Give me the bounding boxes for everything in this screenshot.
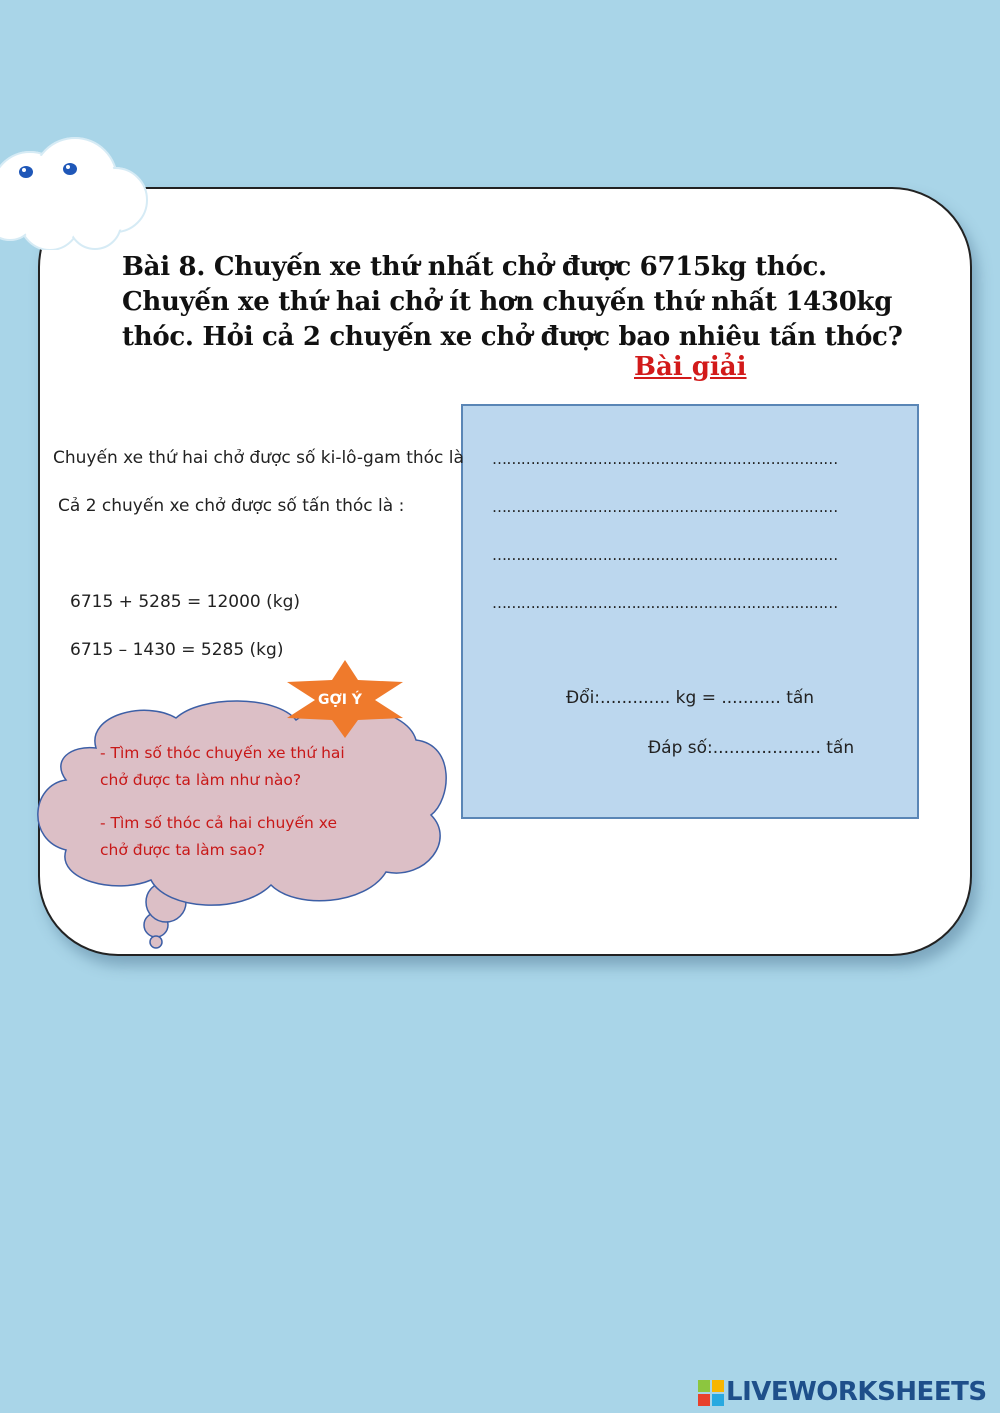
answer-blank-3[interactable]: ……………………………………………………………… <box>492 546 838 564</box>
hint-question-1-line-1: - Tìm số thóc chuyến xe thứ hai <box>100 744 345 762</box>
answer-blank-1[interactable]: ……………………………………………………………… <box>492 450 838 468</box>
solution-title: Bài giải <box>634 352 747 382</box>
hint-question-2-line-2: chở được ta làm sao? <box>100 841 265 859</box>
liveworksheets-logo-icon <box>698 1380 724 1406</box>
draggable-option-4[interactable]: 6715 – 1430 = 5285 (kg) <box>70 640 284 660</box>
hint-question-2-line-1: - Tìm số thóc cả hai chuyến xe <box>100 814 338 832</box>
answer-blank-4[interactable]: ……………………………………………………………… <box>492 594 838 612</box>
conversion-line[interactable]: Đổi:............. kg = ........... tấn <box>566 688 815 708</box>
hint-label: GỢI Ý <box>318 692 362 708</box>
problem-statement: Bài 8. Chuyến xe thứ nhất chở được 6715kg thóc. Chuyến xe thứ hai chở ít hơn chuyến thứ nhất 1430kg thóc. Hỏi cả 2 chuyến xe chở được bao nhiêu tấn thóc? <box>122 252 903 352</box>
final-answer-line[interactable]: Đáp số:.................... tấn <box>648 738 855 758</box>
cloud-overlay-icon <box>0 125 160 250</box>
draggable-option-1[interactable]: Chuyến xe thứ hai chở được số ki-lô-gam thóc là <box>53 448 464 468</box>
draggable-option-2[interactable]: Cả 2 chuyến xe chở được số tấn thóc là : <box>58 496 405 516</box>
draggable-option-3[interactable]: 6715 + 5285 = 12000 (kg) <box>70 592 301 612</box>
hint-question-1-line-2: chở được ta làm như nào? <box>100 771 302 789</box>
liveworksheets-logo: LIVEWORKSHEETS <box>726 1377 987 1407</box>
answer-blank-2[interactable]: ……………………………………………………………… <box>492 498 838 516</box>
